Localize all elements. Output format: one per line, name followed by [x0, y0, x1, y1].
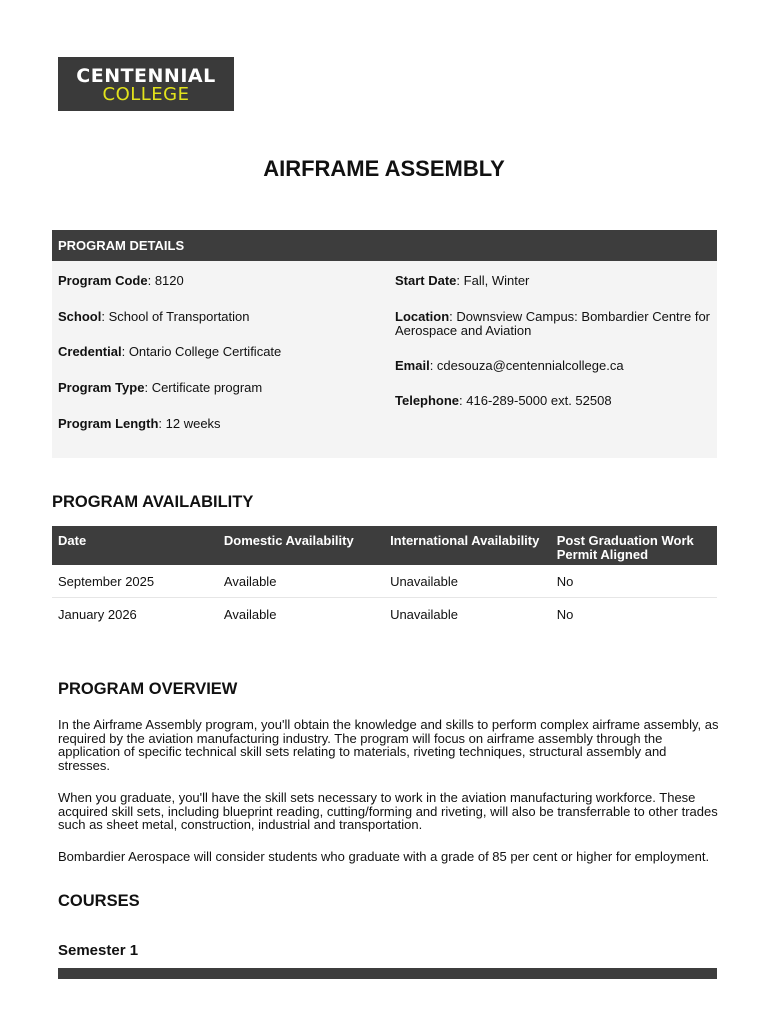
cell-domestic: Available — [223, 606, 277, 622]
centennial-college-logo[interactable] — [58, 57, 234, 111]
email-field: Email: cdesouza@centennialcollege.ca — [395, 358, 624, 373]
table-header-row — [52, 526, 717, 565]
email-link[interactable]: cdesouza@centennialcollege.ca — [436, 358, 624, 373]
cell-pgwp: No — [556, 606, 574, 622]
table-row — [52, 598, 717, 631]
telephone-link[interactable]: 416-289-5000 ext. 52508 — [466, 393, 612, 408]
field-value: School of Transportation — [108, 309, 250, 324]
logo-line-centennial: CENTENNIAL — [76, 65, 216, 87]
program-overview-heading: PROGRAM OVERVIEW — [58, 680, 238, 698]
program-details-panel — [52, 261, 717, 458]
cell-international: Unavailable — [390, 606, 458, 622]
column-header-international: International Availability — [384, 526, 551, 565]
telephone-field: Telephone: 416-289-5000 ext. 52508 — [395, 393, 612, 408]
program-length-field: Program Length: 12 weeks — [58, 416, 221, 431]
field-label: School — [58, 309, 102, 324]
school-field: School: School of Transportation — [58, 309, 250, 324]
cell-date: September 2025 — [52, 565, 218, 598]
semester-table-header-bar — [58, 968, 717, 979]
cell-date: January 2026 — [58, 606, 137, 622]
field-label: Telephone — [395, 393, 460, 408]
field-label: Program Type — [58, 380, 145, 395]
field-value: 12 weeks — [165, 416, 221, 431]
field-label: Location — [395, 309, 450, 324]
cell-domestic: Available — [218, 565, 384, 598]
field-value: Certificate program — [151, 380, 263, 395]
location-field: Location: Downsview Campus: Bombardier Centre for Aerospace and Aviation — [395, 309, 711, 338]
start-date-field: Start Date: Fall, Winter — [395, 273, 530, 288]
semester-heading: Semester 1 — [58, 942, 139, 959]
overview-paragraph: When you graduate, you'll have the skill sets necessary to work in the aviation manufacturing workforce. These acquired skill sets, including blueprint reading, cutting/forming and riveting, will also be transferrable to other trades such as sheet metal, construction, industrial and transportation. — [58, 790, 718, 832]
field-label: Email — [395, 358, 430, 373]
field-label: Credential — [58, 344, 122, 359]
field-label: Program Code — [58, 273, 148, 288]
overview-paragraph: In the Airframe Assembly program, you'll obtain the knowledge and skills to perform complex airframe assembly, as required by the aviation manufacturing industry. The program will focus on airframe assembly through the application of specific technical skill sets relating to materials, riveting techniques, structural assembly and stresses. — [58, 717, 719, 773]
cell-pgwp: No — [551, 565, 717, 598]
availability-table — [52, 526, 717, 630]
courses-heading: COURSES — [58, 892, 140, 910]
field-label: Program Length — [58, 416, 159, 431]
cell-international: Unavailable — [384, 565, 551, 598]
column-header-pgwp: Post Graduation Work Permit Aligned — [551, 526, 717, 565]
program-code-field: Program Code: 8120 — [58, 273, 184, 288]
field-value: 8120 — [154, 273, 184, 288]
credential-field: Credential: Ontario College Certificate — [58, 344, 282, 359]
program-details-header: PROGRAM DETAILS — [52, 230, 717, 261]
logo-line-college: COLLEGE — [102, 84, 190, 105]
table-row — [52, 565, 717, 598]
overview-paragraph: Bombardier Aerospace will consider students who graduate with a grade of 85 per cent or higher for employment. — [58, 849, 710, 864]
field-value: Downsview Campus: Bombardier Centre for Aerospace and Aviation — [395, 309, 711, 338]
column-header-domestic: Domestic Availability — [218, 526, 384, 565]
field-value: Ontario College Certificate — [128, 344, 282, 359]
page-title: AIRFRAME ASSEMBLY — [263, 156, 505, 181]
field-label: Start Date — [395, 273, 457, 288]
field-value: Fall, Winter — [463, 273, 530, 288]
program-type-field: Program Type: Certificate program — [58, 380, 263, 395]
column-header-date: Date — [52, 526, 218, 565]
program-availability-heading: PROGRAM AVAILABILITY — [52, 493, 254, 511]
